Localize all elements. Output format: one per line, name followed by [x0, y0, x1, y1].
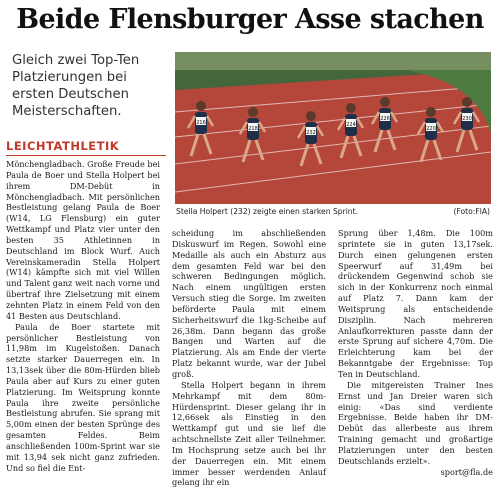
paragraph: Mönchengladbach. Große Freude bei Paula de Boer und Stella Holpert bei ihrem DM-Debüt in Mönchengladbach. Mit persönlichen Bestleistung gelang Paula de Boer (W14, LG Flensburg) ein guter Wettkampf und Platz vier unter den besten 35 Athletinnen in Deutschland im Block Wurf. Auch Vereinskameradin Stella Holpert (W14) kämpfte sich mit viel Willen und Talent ganz weit nach vorne und übertraf ihre Zielsetzung mit einem zehnten Platz in einem Feld von den 41 Besten aus Deutschland.: [6, 159, 160, 321]
article-column-1: [6, 159, 160, 473]
sprint-photo: [175, 52, 491, 204]
section-label: LEICHTATHLETIK: [6, 139, 166, 156]
paragraph: Die mitgereisten Trainer Ines Ernst und Jan Dreier waren sich einig: «Das sind verdiente Ergebnisse. Beide haben ihr DM-Debüt das allerbeste aus ihrem Training gemacht und großartige Platzierungen unter den besten Deutschlands erzielt».: [338, 379, 493, 466]
paragraph: Stella Holpert begann in ihrem Mehrkampf mit dem 80m-Hürdensprint. Dieser gelang ihr in 12,66sek als Einstieg in den Wettkampf gut und sie lief die achtschnellste Zeit aller Teilnehmer. Im Hochsprung setze auch bei ihr der Dauerregen ein. Mit einem immer besser werdenden Anlauf gelang ihr ein: [172, 379, 326, 488]
article-column-3: [338, 228, 493, 477]
stadium-background: [175, 52, 491, 70]
caption-text: Stella Holpert (232) zeigte einen starken Sprint.: [176, 207, 359, 216]
photo-caption: [176, 207, 490, 217]
paragraph: scheidung im abschließenden Diskuswurf im Regen. Sowohl eine Medaille als auch ein Absturz aus dem gesamten Feld war bei den schweren Bedingungen möglich. Nach einem ungültigen ersten Versuch stieg die Sorge. Im zweiten beförderte Paula mit einem Sicherheitswurf die 1kg-Scheibe auf 26,38m. Dann begann das große Bangen und Warten auf die Platzierung. Als am Ende der vierte Platz bekannt wurde, war der Jubel groß.: [172, 228, 326, 379]
paragraph: Paula de Boer startete mit persönlicher Bestleistung von 11,98m im Kugelstoßen. Danach setzte starker Dauerregen ein. In 13,13sek über die 80m-Hürden blieb Paula aber auf Kurs zu einer guten Platzierung. Im Weitsprung konnte Paula ihre zweite persönliche Bestleistung abrufen. Sie sprang mit 5,00m einen der besten Sprünge des gesamten Feldes. Beim anschließenden 100m-Sprint war sie mit 13,94 sek nicht ganz zufrieden. Und so fiel die Ent-: [6, 321, 160, 473]
article-column-2: [172, 228, 326, 488]
article-photo: [175, 52, 491, 204]
author-signature[interactable]: sport@fla.de: [440, 466, 493, 477]
bib-number: 230: [462, 116, 472, 122]
bib-number: 224: [346, 122, 356, 128]
bib-number: 232: [306, 130, 316, 136]
bib-number: 226: [380, 116, 390, 122]
bib-number: 218: [248, 126, 258, 132]
headline: Beide Flensburger Asse stachen: [16, 4, 484, 35]
subheadline: Gleich zwei Top-Ten Platzierungen bei ersten Deutschen Meisterschaften.: [12, 53, 140, 119]
paragraph: Sprung über 1,48m. Die 100m sprintete sie in guten 13,17sek. Durch einen gelungenen ersten Speerwurf auf 31,49m bei drückendem Gegenwind schob sie sich in der Konkurrenz noch einmal auf Platz 7. Dann kam der Weitsprung als entscheidende Disziplin. Nach mehreren Anlaufkorrekturen passte dann der erste Sprung auf sichere 4,70m. Die Erleichterung kam bei der Bekanntgabe der Ergebnisse: Top Ten in Deutschland.: [338, 228, 493, 379]
bib-number: 216: [196, 120, 206, 126]
bib-number: 220: [426, 126, 436, 132]
photo-credit: (Foto:FlA): [453, 207, 490, 216]
